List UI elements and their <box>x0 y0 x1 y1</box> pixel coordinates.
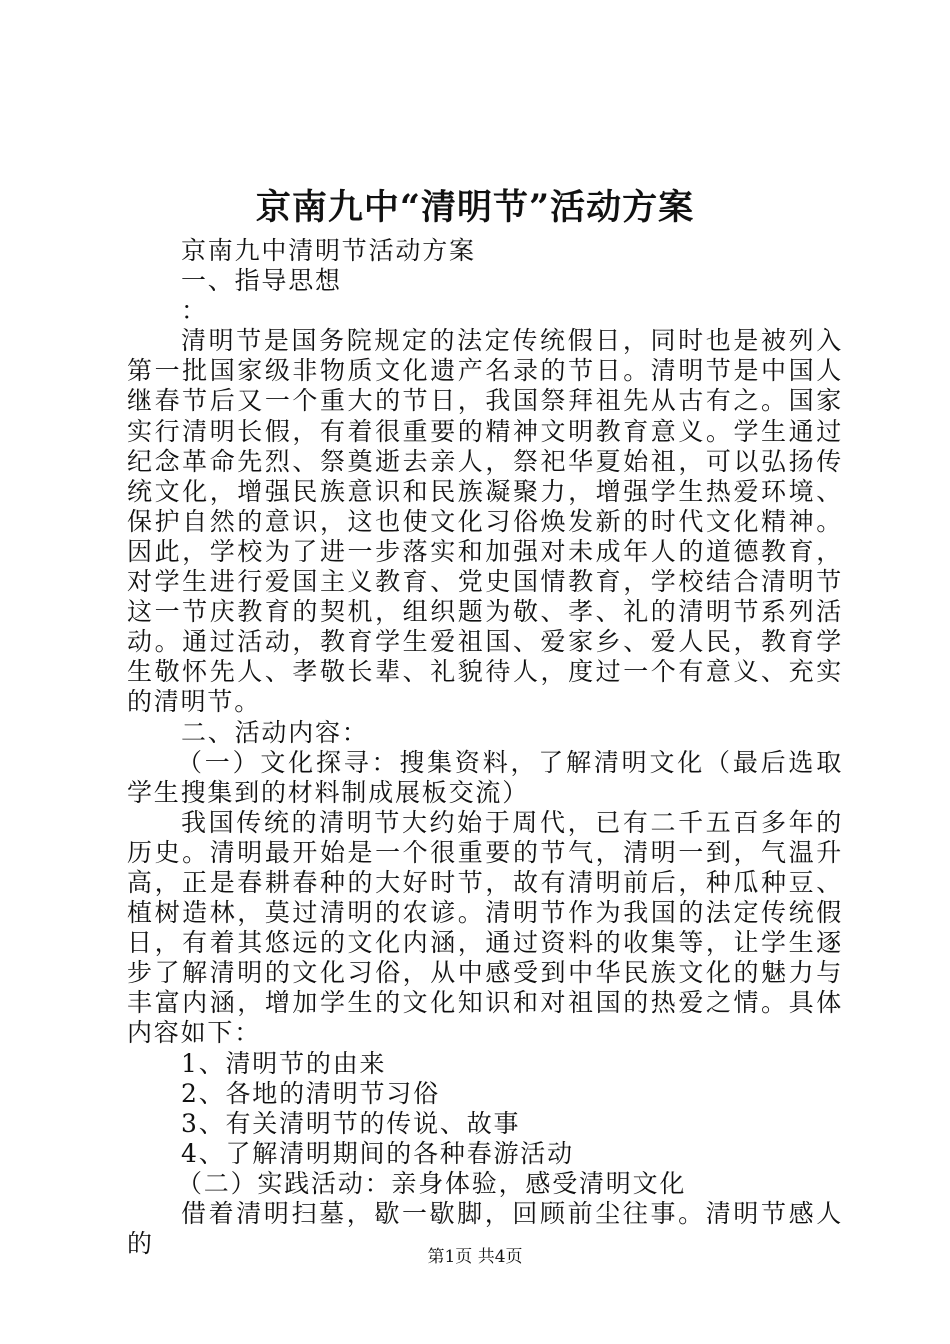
page-number-footer: 第1页 共4页 <box>427 1247 523 1267</box>
list-item: 2、各地的清明节习俗 <box>181 1078 440 1108</box>
paragraph-guiding-thought: 清明节是国务院规定的法定传统假日，同时也是被列入第一批国家级非物质文化遗产名录的节日。清明节是中国人继春节后又一个重大的节日，我国祭拜祖先从古有之。国家实行清明长假，有着很重要的精神文明教育意义。学生通过纪念革命先烈、祭奠逝去亲人，祭祀华夏始祖，可以弘扬传统文化，增强民族意识和民族凝聚力，增强学生热爱环境、保护自然的意识，这也使文化习俗焕发新的时代文化精神。因此，学校为了进一步落实和加强对未成年人的道德教育，对学生进行爱国主义教育、党史国情教育，学校结合清明节这一节庆教育的契机，组织题为敬、孝、礼的清明节系列活动。通过活动，教育学生爱祖国、爱家乡、爱人民，教育学生敬怀先人、孝敬长辈、礼貌待人，度过一个有意义、充实的清明节。 <box>127 326 843 717</box>
list-item: 1、清明节的由来 <box>181 1048 387 1078</box>
list-item: 3、有关清明节的传说、故事 <box>181 1108 521 1138</box>
paragraph-practice-activity: 借着清明扫墓，歇一歇脚，回顾前尘往事。清明节感人的 <box>127 1199 843 1259</box>
section-heading-guiding-thought: 一、指导思想 <box>181 266 342 296</box>
document-body <box>127 236 843 1259</box>
section-heading-activity-content: 二、活动内容： <box>181 717 369 747</box>
paragraph-culture-exploration: 我国传统的清明节大约始于周代，已有二千五百多年的历史。清明最开始是一个很重要的节气，清明一到，气温升高，正是春耕春种的大好时节，故有清明前后，种瓜种豆、植树造林，莫过清明的农谚。清明节作为我国的法定传统假日，有着其悠远的文化内涵，通过资料的收集等，让学生逐步了解清明的文化习俗，从中感受到中华民族文化的魅力与丰富内涵，增加学生的文化知识和对祖国的热爱之情。具体内容如下： <box>127 807 843 1048</box>
document-subtitle: 京南九中清明节活动方案 <box>181 236 476 265</box>
subsection-heading-culture-exploration: （一）文化探寻：搜集资料，了解清明文化（最后选取学生搜集到的材料制成展板交流） <box>127 747 843 807</box>
document-title: 京南九中“清明节”活动方案 <box>255 187 695 228</box>
list-item: 4、了解清明期间的各种春游活动 <box>181 1138 574 1168</box>
colon-line: ： <box>181 296 208 326</box>
subsection-heading-practice-activity: （二）实践活动：亲身体验，感受清明文化 <box>177 1168 687 1198</box>
